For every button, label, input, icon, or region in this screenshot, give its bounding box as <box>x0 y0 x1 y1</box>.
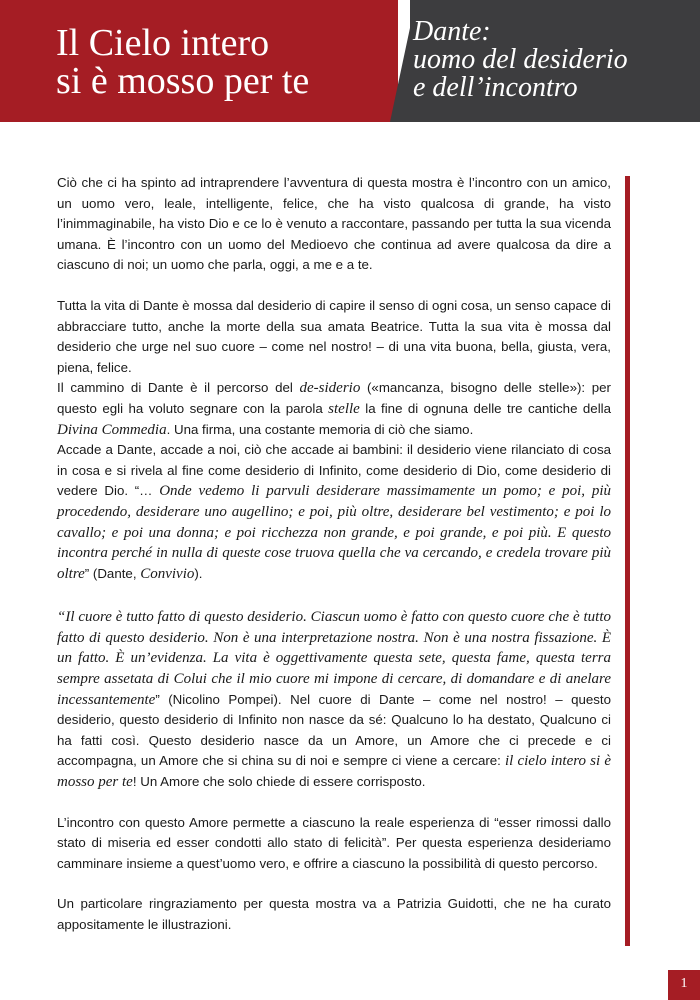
paragraph-3 <box>57 378 611 440</box>
paragraph-3-desiderio: de-siderio <box>299 380 361 397</box>
paragraph-2: Tutta la vita di Dante è mossa dal desiderio di capire il senso di ogni cosa, un senso capace di abbracciare tutto, anche la morte della sua amata Beatrice. Tutta la sua vita è mossa dal desiderio che urge nel suo cuore – come nel nostro! – di una vita buona, bella, giusta, vera, piena, felice. <box>57 297 611 375</box>
page-header <box>0 0 700 122</box>
main-title-line-1: Il Cielo intero <box>56 22 270 64</box>
main-title <box>56 24 386 100</box>
paragraph-6: L’incontro con questo Amore permette a ciascuno la reale esperienza di “esser rimossi dallo stato di miseria ed esser condotti allo stato di felicità”. Per questa esperienza desideriamo camminare insieme a quest’uomo vero, e offrire a ciascuno la possibilità di questo percorso. <box>57 814 611 871</box>
paragraph-5-cielo-intero: il cielo intero si è mosso per te <box>57 753 611 791</box>
page-number: 1 <box>668 970 700 1000</box>
main-title-line-2: si è mosso per te <box>56 60 310 102</box>
paragraph-4 <box>57 440 611 584</box>
subtitle <box>413 18 698 102</box>
paragraph-5-quote: “Il cuore è tutto fatto di questo desiderio. Ciascun uomo è fatto con questo cuore che è tutto fatto di questo desiderio. Non è una interpretazione nostra. Non è una nostra fissazione. È un fatto. È un’evidenza. La vita è oggettivamente questa sete, questa fame, questa terra sempre assetata di Colui che il mio cuore mi impone di cercare, di domandare e di anelare incessantemente <box>57 609 611 708</box>
subtitle-line-1: Dante: <box>413 16 491 47</box>
subtitle-line-2: uomo del desiderio <box>413 44 628 75</box>
paragraph-4-text-a: Accade a Dante, accade a noi, ciò che accade ai bambini: il desiderio viene rilanciato di cosa in cosa e si rivela al fine come desiderio di Infinito, come desiderio di Dio, come desiderio di vedere Dio. “… <box>57 442 611 499</box>
paragraph-5-text-d: ! Un Amore che solo chiede di essere corrisposto. <box>132 774 426 790</box>
paragraph-3-text-a: Il cammino di Dante è il percorso del <box>57 380 300 396</box>
paragraph-5 <box>57 607 611 792</box>
paragraph-4-text-c: ” (Dante, <box>84 565 141 581</box>
paragraph-4-quote: Onde vedemo li parvuli desiderare massimamente un pomo; e poi, più procedendo, desiderare uno augellino; e poi, più oltre, desiderare bel vestimento; e poi lo cavallo; e poi una donna; e poi ricchezza non grande, e poi grande, e poi più. E questo incontra perché in nulla di queste cose truova quella che va cercando, e credela trovare più oltre <box>57 483 611 582</box>
paragraph-1: Ciò che ci ha spinto ad intraprendere l’avventura di questa mostra è l’incontro con un amico, un uomo vero, leale, intelligente, felice, che ha visto qualcosa di grande, ha visto l’inimmaginabile, ha visto Dio e ce lo è venuto a raccontare, passando per tutta la sua vicenda umana. È l’incontro con un uomo del Medioevo che continua ad avere qualcosa da dire a ciascuno di noi; un uomo che parla, oggi, a me e a te. <box>57 175 611 273</box>
subtitle-line-3: e dell’incontro <box>413 72 578 103</box>
paragraph-3-text-c: («mancanza, bisogno delle stelle»): per questo egli ha voluto segnare con la parola <box>57 380 611 416</box>
paragraph-4-text-e: ). <box>194 565 203 581</box>
side-accent-bar <box>625 176 630 946</box>
paragraph-5-text-b: ” (Nicolino Pompei). Nel cuore di Dante – come nel nostro! – questo desiderio, questo desiderio di Infinito non nasce da sé: Qualcuno lo ha destato, Qualcuno ci ha fatti così. Questo desiderio nasce da un Amore, un Amore che ci precede e ci accompagna, un Amore che si china su di noi e sempre ci viene a cercare: <box>57 691 611 769</box>
paragraph-3-text-e: la fine di ognuna delle tre cantiche della <box>359 400 611 416</box>
paragraph-3-text-g: . Una firma, una costante memoria di ciò che siamo. <box>166 421 474 437</box>
body-text <box>57 173 611 936</box>
paragraph-3-divina-commedia: Divina Commedia <box>57 421 167 438</box>
paragraph-3-stelle: stelle <box>328 400 360 417</box>
paragraph-7: Un particolare ringraziamento per questa mostra va a Patrizia Guidotti, che ne ha curato appositamente le illustrazioni. <box>57 896 611 932</box>
paragraph-4-convivio: Convivio <box>140 565 195 582</box>
